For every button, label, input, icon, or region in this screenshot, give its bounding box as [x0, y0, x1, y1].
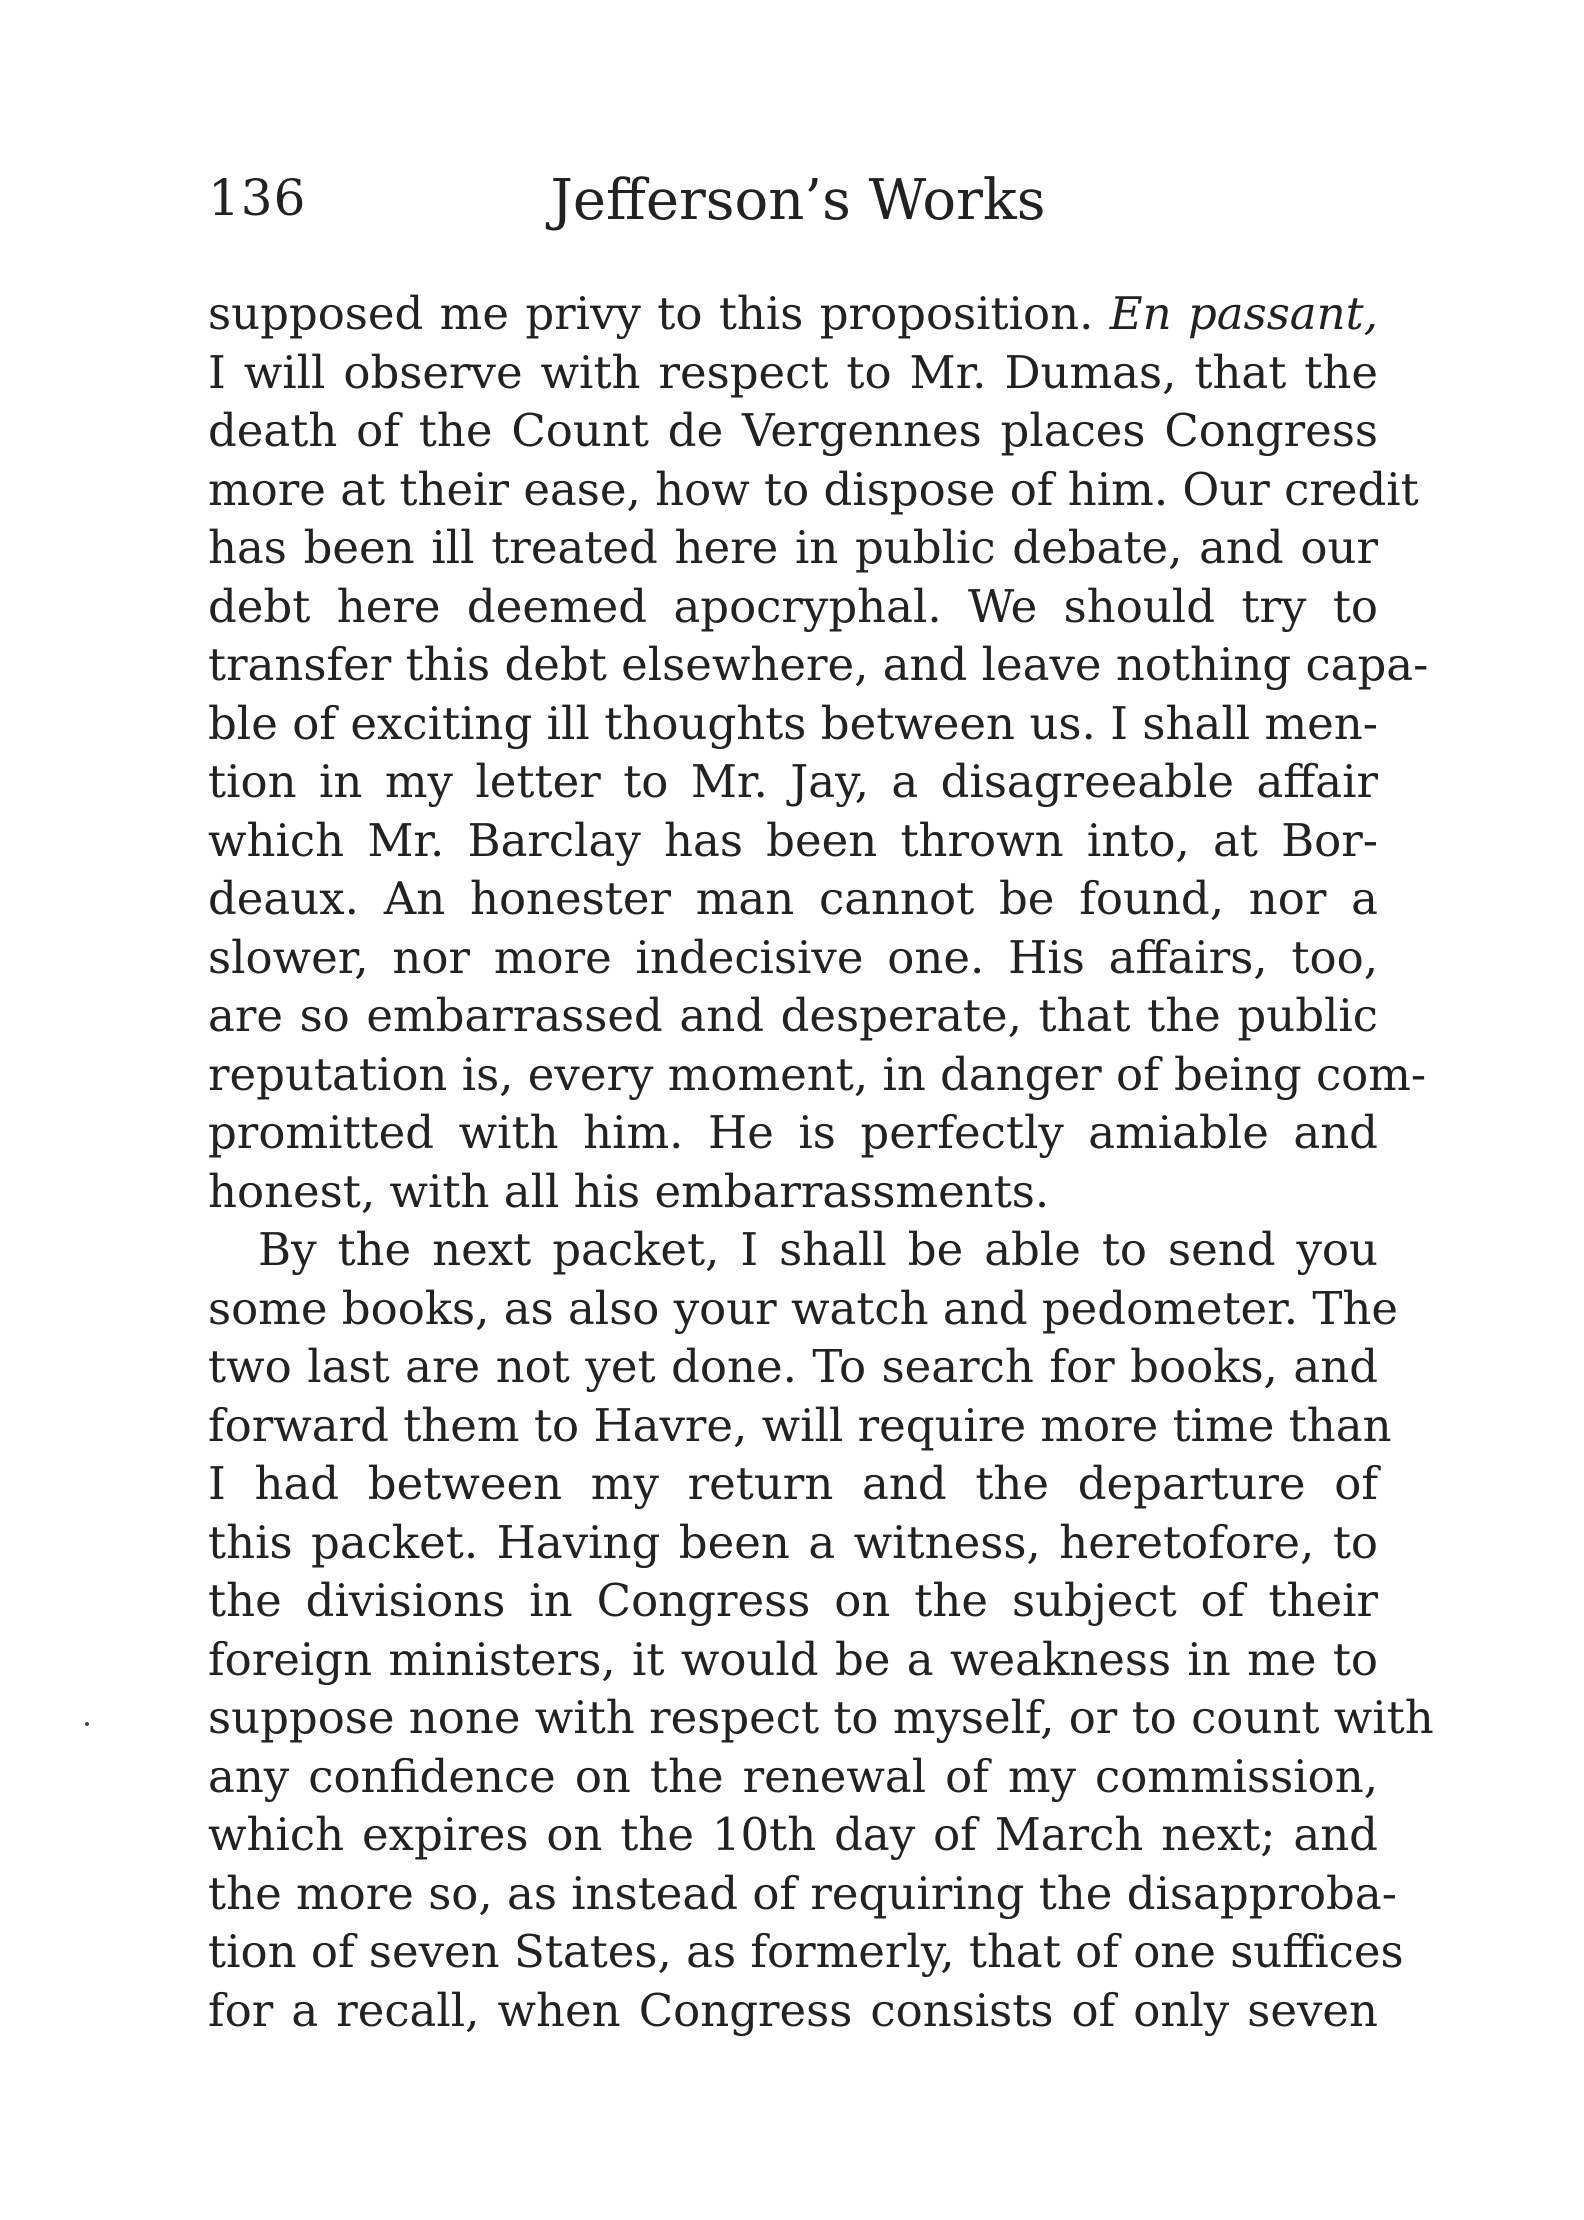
text-line: tion of seven States, as formerly, that of one suffices	[208, 1925, 1404, 1978]
text-line: promitted with him. He is perfectly amiable and	[208, 1106, 1378, 1159]
text-line: which Mr. Barclay has been thrown into, at Bor-	[208, 813, 1378, 867]
running-title: Jefferson’s Works	[550, 168, 1046, 233]
text-line: any confidence on the renewal of my commission,	[208, 1749, 1378, 1803]
text-line: some books, as also your watch and pedometer. The	[208, 1281, 1398, 1335]
text-line: death of the Count de Vergennes places Congress	[208, 404, 1378, 457]
text-line: reputation is, every moment, in danger of being com-	[208, 1047, 1427, 1101]
text-line: deaux. An honester man cannot be found, nor a	[208, 872, 1378, 925]
text-line: foreign ministers, it would be a weakness in me to	[208, 1632, 1378, 1686]
text-line: has been ill treated here in public debate, and our	[208, 521, 1378, 574]
text-line: for a recall, when Congress consists of only seven	[208, 1983, 1378, 2037]
text-line: suppose none with respect to myself, or to count with	[208, 1691, 1434, 1744]
text-line: ble of exciting ill thoughts between us. I shall men-	[208, 696, 1378, 750]
text-line: more at their ease, how to dispose of him. Our credit	[208, 462, 1419, 516]
text-line: which expires on the 10th day of March next; and	[208, 1808, 1378, 1861]
text-line: forward them to Havre, will require more time than	[208, 1398, 1392, 1452]
text-line: the divisions in Congress on the subject of their	[208, 1574, 1378, 1627]
text-line: tion in my letter to Mr. Jay, a disagreeable affair	[208, 755, 1378, 808]
paragraph-end-line: honest, with all his embarrassments.	[208, 1164, 1050, 1218]
text-line: supposed me privy to this proposition. En passant,	[208, 287, 1379, 340]
text-line: I will observe with respect to Mr. Dumas, that the	[208, 345, 1378, 399]
text-line: this packet. Having been a witness, heretofore, to	[208, 1515, 1378, 1569]
text-line: are so embarrassed and desperate, that the public	[208, 989, 1378, 1042]
text-line: slower, nor more indecisive one. His affairs, too,	[208, 930, 1378, 984]
paragraph-start-line: By the next packet, I shall be able to send you	[258, 1223, 1378, 1276]
ink-speck	[85, 1722, 89, 1726]
text-line: transfer this debt elsewhere, and leave nothing capa-	[208, 638, 1429, 691]
text-line: the more so, as instead of requiring the disapproba-	[208, 1866, 1397, 1920]
body-text	[208, 285, 1434, 2040]
text-line: two last are not yet done. To search for books, and	[208, 1340, 1378, 1393]
page-number: 136	[208, 169, 307, 227]
text-line: debt here deemed apocryphal. We should try to	[208, 579, 1378, 633]
text-line: I had between my return and the departure of	[208, 1457, 1378, 1510]
